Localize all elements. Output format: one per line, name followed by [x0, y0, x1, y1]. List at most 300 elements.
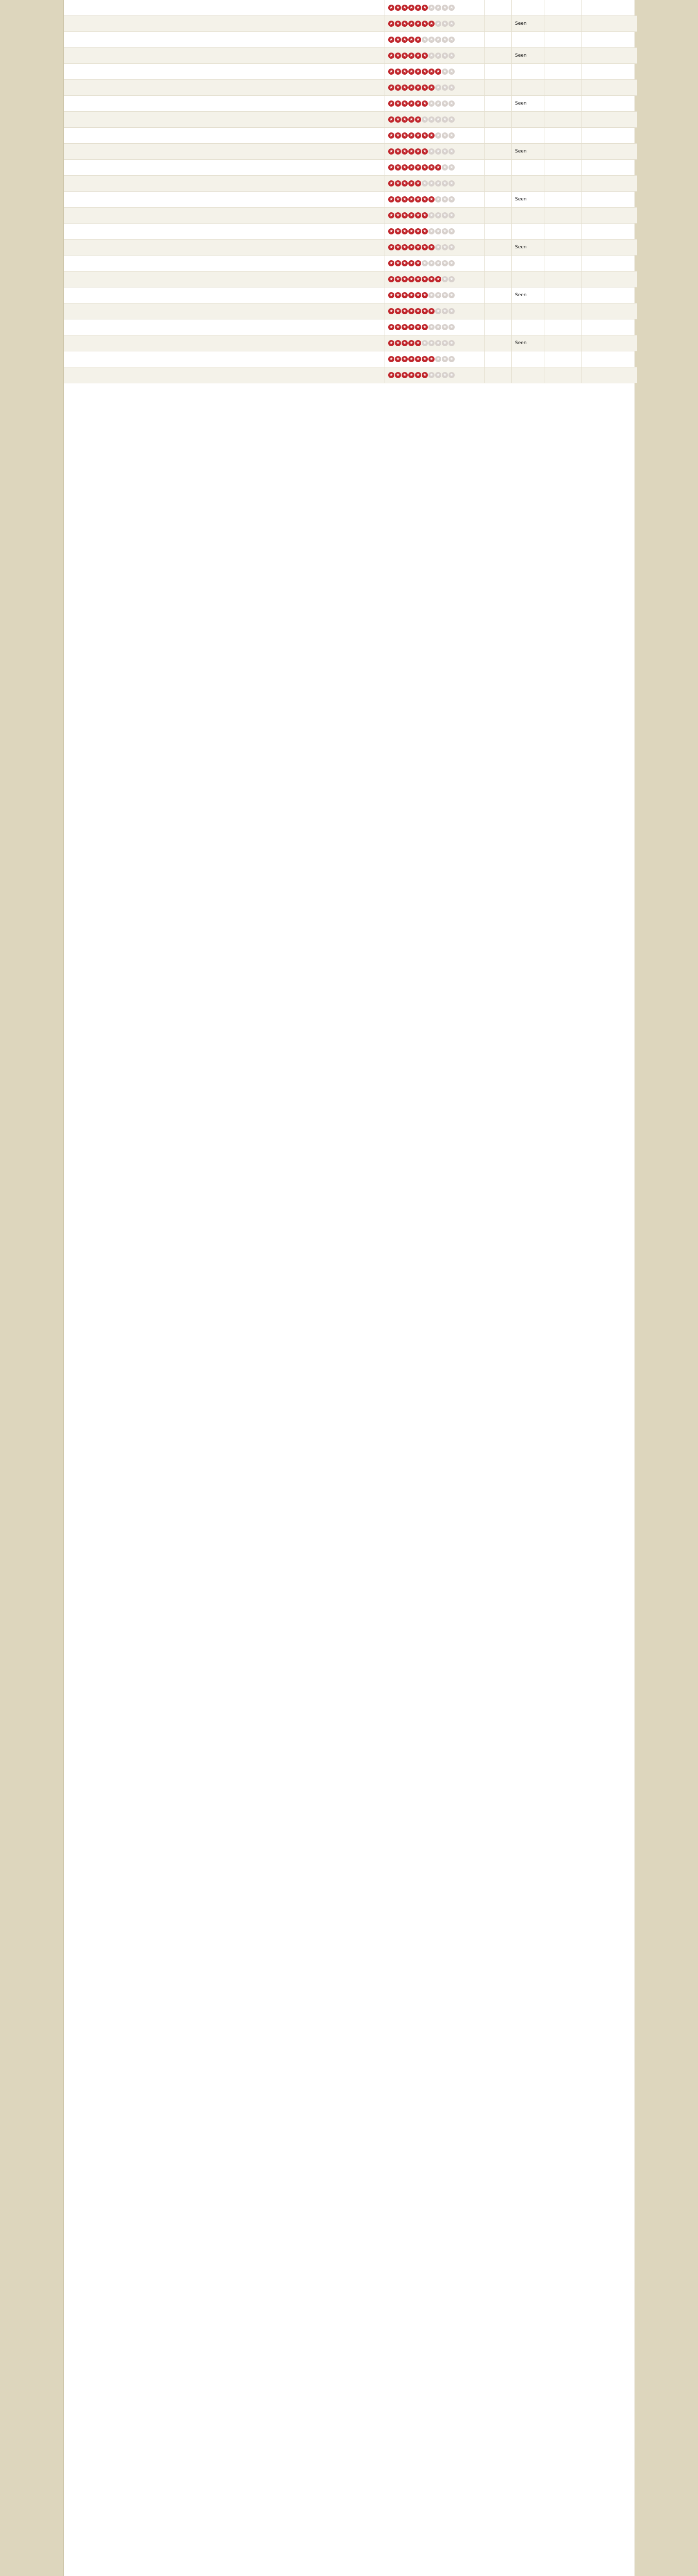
- star-icon[interactable]: ★: [408, 100, 414, 107]
- star-icon[interactable]: ★: [428, 37, 435, 43]
- table-row[interactable]: [64, 176, 637, 192]
- table-row[interactable]: [64, 96, 637, 112]
- star-icon[interactable]: ★: [415, 180, 421, 187]
- star-icon[interactable]: ★: [408, 260, 414, 266]
- star-icon[interactable]: ★: [402, 21, 408, 27]
- star-icon[interactable]: ★: [388, 84, 394, 91]
- rating-stars[interactable]: [385, 80, 485, 96]
- star-icon[interactable]: ★: [415, 116, 421, 123]
- star-icon[interactable]: ★: [402, 53, 408, 59]
- star-icon[interactable]: ★: [408, 308, 414, 314]
- star-icon[interactable]: ★: [422, 196, 428, 202]
- star-icon[interactable]: ★: [388, 100, 394, 107]
- star-icon[interactable]: ★: [442, 100, 448, 107]
- star-icon[interactable]: ★: [388, 5, 394, 11]
- star-icon[interactable]: ★: [408, 148, 414, 155]
- star-icon[interactable]: ★: [388, 132, 394, 139]
- star-icon[interactable]: ★: [388, 356, 394, 362]
- star-icon[interactable]: ★: [422, 132, 428, 139]
- empty-cell: [544, 192, 582, 208]
- star-icon[interactable]: ★: [448, 260, 455, 266]
- star-icon[interactable]: ★: [395, 244, 401, 250]
- rating-stars[interactable]: [385, 319, 485, 335]
- star-icon[interactable]: ★: [428, 69, 435, 75]
- star-icon[interactable]: ★: [428, 116, 435, 123]
- star-icon[interactable]: ★: [442, 5, 448, 11]
- rating-stars[interactable]: [385, 48, 485, 64]
- star-icon[interactable]: ★: [442, 196, 448, 202]
- star-icon[interactable]: ★: [442, 84, 448, 91]
- ratings-sheet: [63, 0, 635, 2576]
- star-icon[interactable]: ★: [448, 276, 455, 282]
- star-icon[interactable]: ★: [448, 180, 455, 187]
- star-icon[interactable]: ★: [428, 292, 435, 298]
- rating-stars[interactable]: [385, 160, 485, 176]
- star-icon[interactable]: ★: [435, 100, 441, 107]
- star-icon[interactable]: ★: [448, 37, 455, 43]
- star-icon[interactable]: ★: [435, 37, 441, 43]
- star-icon[interactable]: ★: [435, 53, 441, 59]
- star-icon[interactable]: ★: [442, 164, 448, 171]
- rating-stars[interactable]: [385, 112, 485, 128]
- table-row[interactable]: [64, 335, 637, 351]
- star-icon[interactable]: ★: [448, 100, 455, 107]
- star-icon[interactable]: ★: [388, 340, 394, 346]
- star-icon[interactable]: ★: [415, 260, 421, 266]
- star-icon[interactable]: ★: [435, 212, 441, 218]
- star-icon[interactable]: ★: [408, 132, 414, 139]
- star-icon[interactable]: ★: [435, 292, 441, 298]
- star-icon[interactable]: ★: [408, 276, 414, 282]
- star-icon[interactable]: ★: [388, 276, 394, 282]
- star-icon[interactable]: ★: [388, 37, 394, 43]
- star-icon[interactable]: ★: [422, 100, 428, 107]
- table-row[interactable]: [64, 319, 637, 335]
- star-icon[interactable]: ★: [435, 132, 441, 139]
- star-icon[interactable]: ★: [388, 292, 394, 298]
- star-icon[interactable]: ★: [428, 260, 435, 266]
- star-icon[interactable]: ★: [408, 84, 414, 91]
- star-icon[interactable]: ★: [442, 116, 448, 123]
- star-icon[interactable]: ★: [428, 132, 435, 139]
- table-row[interactable]: [64, 0, 637, 16]
- star-icon[interactable]: ★: [415, 53, 421, 59]
- table-row[interactable]: [64, 287, 637, 303]
- rating-stars[interactable]: [385, 208, 485, 224]
- star-icon[interactable]: ★: [415, 356, 421, 362]
- star-icon[interactable]: ★: [422, 116, 428, 123]
- star-icon[interactable]: ★: [422, 84, 428, 91]
- table-row[interactable]: [64, 160, 637, 176]
- star-icon[interactable]: ★: [415, 276, 421, 282]
- star-icon[interactable]: ★: [408, 324, 414, 330]
- star-icon[interactable]: ★: [395, 21, 401, 27]
- star-icon[interactable]: ★: [422, 21, 428, 27]
- table-row[interactable]: [64, 367, 637, 383]
- star-icon[interactable]: ★: [435, 116, 441, 123]
- star-icon[interactable]: ★: [435, 244, 441, 250]
- star-icon[interactable]: ★: [448, 196, 455, 202]
- star-icon[interactable]: ★: [428, 21, 435, 27]
- star-icon[interactable]: ★: [395, 212, 401, 218]
- star-icon[interactable]: ★: [448, 212, 455, 218]
- star-icon[interactable]: ★: [388, 53, 394, 59]
- star-icon[interactable]: ★: [422, 148, 428, 155]
- star-icon[interactable]: ★: [415, 292, 421, 298]
- star-icon[interactable]: ★: [388, 148, 394, 155]
- star-icon[interactable]: ★: [435, 372, 441, 378]
- rating-stars[interactable]: [385, 192, 485, 208]
- star-icon[interactable]: ★: [415, 100, 421, 107]
- star-icon[interactable]: ★: [402, 180, 408, 187]
- rating-stars[interactable]: [385, 367, 485, 383]
- star-icon[interactable]: ★: [442, 276, 448, 282]
- star-icon[interactable]: ★: [415, 340, 421, 346]
- star-icon[interactable]: ★: [422, 53, 428, 59]
- table-row[interactable]: [64, 64, 637, 80]
- table-row[interactable]: [64, 256, 637, 272]
- star-icon[interactable]: ★: [448, 164, 455, 171]
- star-icon[interactable]: ★: [435, 180, 441, 187]
- table-row[interactable]: [64, 16, 637, 32]
- star-icon[interactable]: ★: [395, 5, 401, 11]
- star-icon[interactable]: ★: [428, 276, 435, 282]
- star-icon[interactable]: ★: [442, 228, 448, 234]
- star-icon[interactable]: ★: [442, 356, 448, 362]
- star-icon[interactable]: ★: [408, 69, 414, 75]
- star-icon[interactable]: ★: [415, 228, 421, 234]
- star-icon[interactable]: ★: [435, 69, 441, 75]
- table-row[interactable]: [64, 303, 637, 319]
- star-icon[interactable]: ★: [388, 260, 394, 266]
- star-icon[interactable]: ★: [415, 132, 421, 139]
- star-icon[interactable]: ★: [435, 84, 441, 91]
- rating-stars[interactable]: [385, 287, 485, 303]
- star-icon[interactable]: ★: [448, 228, 455, 234]
- star-icon[interactable]: ★: [428, 84, 435, 91]
- star-icon[interactable]: ★: [402, 324, 408, 330]
- rating-stars[interactable]: [385, 144, 485, 160]
- star-icon[interactable]: ★: [448, 116, 455, 123]
- star-icon[interactable]: ★: [408, 372, 414, 378]
- star-icon[interactable]: ★: [422, 228, 428, 234]
- table-row[interactable]: [64, 240, 637, 256]
- star-icon[interactable]: ★: [448, 69, 455, 75]
- star-icon[interactable]: ★: [415, 37, 421, 43]
- star-icon[interactable]: ★: [395, 260, 401, 266]
- star-icon[interactable]: ★: [422, 244, 428, 250]
- star-icon[interactable]: ★: [395, 69, 401, 75]
- rating-stars[interactable]: [385, 32, 485, 48]
- table-row[interactable]: [64, 272, 637, 287]
- rating-stars[interactable]: [385, 351, 485, 367]
- star-icon[interactable]: ★: [442, 37, 448, 43]
- star-icon[interactable]: ★: [408, 180, 414, 187]
- star-icon[interactable]: ★: [388, 372, 394, 378]
- star-icon[interactable]: ★: [442, 372, 448, 378]
- star-icon[interactable]: ★: [408, 5, 414, 11]
- star-icon[interactable]: ★: [408, 164, 414, 171]
- star-icon[interactable]: ★: [428, 212, 435, 218]
- rating-stars[interactable]: [385, 303, 485, 319]
- star-icon[interactable]: ★: [415, 21, 421, 27]
- star-icon[interactable]: ★: [388, 244, 394, 250]
- star-icon[interactable]: ★: [408, 340, 414, 346]
- star-icon[interactable]: ★: [435, 228, 441, 234]
- star-icon[interactable]: ★: [402, 148, 408, 155]
- title-cell: [64, 224, 385, 240]
- star-icon[interactable]: ★: [428, 244, 435, 250]
- star-icon[interactable]: ★: [435, 196, 441, 202]
- star-icon[interactable]: ★: [435, 260, 441, 266]
- star-icon[interactable]: ★: [402, 228, 408, 234]
- star-icon[interactable]: ★: [428, 148, 435, 155]
- star-icon[interactable]: ★: [422, 69, 428, 75]
- rating-stars[interactable]: [385, 335, 485, 351]
- star-icon[interactable]: ★: [388, 21, 394, 27]
- star-icon[interactable]: ★: [395, 84, 401, 91]
- star-icon[interactable]: ★: [402, 116, 408, 123]
- star-icon[interactable]: ★: [448, 148, 455, 155]
- star-icon[interactable]: ★: [415, 148, 421, 155]
- star-icon[interactable]: ★: [442, 69, 448, 75]
- star-icon[interactable]: ★: [442, 308, 448, 314]
- star-icon[interactable]: ★: [428, 180, 435, 187]
- star-icon[interactable]: ★: [395, 148, 401, 155]
- star-icon[interactable]: ★: [435, 324, 441, 330]
- star-icon[interactable]: ★: [448, 356, 455, 362]
- star-icon[interactable]: ★: [435, 5, 441, 11]
- table-row[interactable]: [64, 112, 637, 128]
- star-icon[interactable]: ★: [402, 244, 408, 250]
- empty-cell: [544, 96, 582, 112]
- star-icon[interactable]: ★: [388, 196, 394, 202]
- table-row[interactable]: [64, 80, 637, 96]
- star-icon[interactable]: ★: [415, 5, 421, 11]
- star-icon[interactable]: ★: [448, 340, 455, 346]
- star-icon[interactable]: ★: [442, 244, 448, 250]
- star-icon[interactable]: ★: [408, 116, 414, 123]
- star-icon[interactable]: ★: [442, 324, 448, 330]
- star-icon[interactable]: ★: [442, 180, 448, 187]
- star-icon[interactable]: ★: [402, 276, 408, 282]
- star-icon[interactable]: ★: [415, 244, 421, 250]
- star-icon[interactable]: ★: [395, 276, 401, 282]
- star-icon[interactable]: ★: [395, 196, 401, 202]
- rating-stars[interactable]: [385, 0, 485, 16]
- star-icon[interactable]: ★: [415, 84, 421, 91]
- star-icon[interactable]: ★: [402, 84, 408, 91]
- empty-cell: [544, 0, 582, 16]
- star-icon[interactable]: ★: [408, 292, 414, 298]
- star-icon[interactable]: ★: [415, 164, 421, 171]
- star-icon[interactable]: ★: [415, 372, 421, 378]
- table-row[interactable]: [64, 48, 637, 64]
- table-row[interactable]: [64, 351, 637, 367]
- star-icon[interactable]: ★: [395, 324, 401, 330]
- star-icon[interactable]: ★: [395, 356, 401, 362]
- star-icon[interactable]: ★: [422, 5, 428, 11]
- date-cell: [582, 160, 638, 176]
- star-icon[interactable]: ★: [388, 212, 394, 218]
- star-icon[interactable]: ★: [448, 372, 455, 378]
- date-cell: [582, 256, 638, 272]
- title-cell: [64, 272, 385, 287]
- star-icon[interactable]: ★: [388, 116, 394, 123]
- star-icon[interactable]: ★: [408, 212, 414, 218]
- star-icon[interactable]: ★: [422, 212, 428, 218]
- star-icon[interactable]: ★: [402, 356, 408, 362]
- star-icon[interactable]: ★: [422, 260, 428, 266]
- rating-stars[interactable]: [385, 16, 485, 32]
- star-icon[interactable]: ★: [422, 340, 428, 346]
- star-icon[interactable]: ★: [408, 196, 414, 202]
- table-row[interactable]: [64, 128, 637, 144]
- star-icon[interactable]: ★: [422, 372, 428, 378]
- table-row[interactable]: [64, 224, 637, 240]
- star-icon[interactable]: ★: [442, 212, 448, 218]
- star-icon[interactable]: ★: [402, 196, 408, 202]
- star-icon[interactable]: ★: [428, 340, 435, 346]
- star-icon[interactable]: ★: [408, 228, 414, 234]
- star-icon[interactable]: ★: [428, 5, 435, 11]
- star-icon[interactable]: ★: [402, 69, 408, 75]
- star-icon[interactable]: ★: [408, 53, 414, 59]
- star-icon[interactable]: ★: [422, 292, 428, 298]
- star-icon[interactable]: ★: [388, 164, 394, 171]
- table-row[interactable]: [64, 208, 637, 224]
- star-icon[interactable]: ★: [402, 5, 408, 11]
- star-icon[interactable]: ★: [402, 164, 408, 171]
- star-icon[interactable]: ★: [435, 148, 441, 155]
- star-icon[interactable]: ★: [428, 356, 435, 362]
- table-row[interactable]: [64, 144, 637, 160]
- star-icon[interactable]: ★: [395, 228, 401, 234]
- star-icon[interactable]: ★: [442, 53, 448, 59]
- star-icon[interactable]: ★: [402, 37, 408, 43]
- star-icon[interactable]: ★: [448, 21, 455, 27]
- star-icon[interactable]: ★: [422, 276, 428, 282]
- star-icon[interactable]: ★: [428, 164, 435, 171]
- star-icon[interactable]: ★: [448, 53, 455, 59]
- star-icon[interactable]: ★: [448, 132, 455, 139]
- star-icon[interactable]: ★: [435, 356, 441, 362]
- star-icon[interactable]: ★: [388, 228, 394, 234]
- star-icon[interactable]: ★: [448, 324, 455, 330]
- star-icon[interactable]: ★: [442, 148, 448, 155]
- star-icon[interactable]: ★: [408, 37, 414, 43]
- star-icon[interactable]: ★: [448, 244, 455, 250]
- star-icon[interactable]: ★: [448, 292, 455, 298]
- star-icon[interactable]: ★: [388, 324, 394, 330]
- star-icon[interactable]: ★: [415, 69, 421, 75]
- star-icon[interactable]: ★: [402, 260, 408, 266]
- seen-flag: Seen: [512, 48, 544, 64]
- star-icon[interactable]: ★: [448, 308, 455, 314]
- star-icon[interactable]: ★: [395, 292, 401, 298]
- star-icon[interactable]: ★: [395, 53, 401, 59]
- star-icon[interactable]: ★: [395, 164, 401, 171]
- star-icon[interactable]: ★: [422, 324, 428, 330]
- rating-stars[interactable]: [385, 256, 485, 272]
- star-icon[interactable]: ★: [428, 372, 435, 378]
- empty-cell: [544, 144, 582, 160]
- star-icon[interactable]: ★: [395, 372, 401, 378]
- star-icon[interactable]: ★: [402, 308, 408, 314]
- star-icon[interactable]: ★: [408, 244, 414, 250]
- star-icon[interactable]: ★: [388, 69, 394, 75]
- star-icon[interactable]: ★: [428, 100, 435, 107]
- rating-stars[interactable]: [385, 64, 485, 80]
- star-icon[interactable]: ★: [442, 260, 448, 266]
- empty-cell: [544, 64, 582, 80]
- star-icon[interactable]: ★: [442, 340, 448, 346]
- star-icon[interactable]: ★: [402, 100, 408, 107]
- star-icon[interactable]: ★: [448, 84, 455, 91]
- star-icon[interactable]: ★: [422, 356, 428, 362]
- star-icon[interactable]: ★: [422, 37, 428, 43]
- star-icon[interactable]: ★: [422, 164, 428, 171]
- star-icon[interactable]: ★: [395, 132, 401, 139]
- star-icon[interactable]: ★: [395, 308, 401, 314]
- star-icon[interactable]: ★: [402, 292, 408, 298]
- star-icon[interactable]: ★: [388, 180, 394, 187]
- star-icon[interactable]: ★: [402, 212, 408, 218]
- star-icon[interactable]: ★: [428, 53, 435, 59]
- star-icon[interactable]: ★: [388, 308, 394, 314]
- star-icon[interactable]: ★: [402, 372, 408, 378]
- star-icon[interactable]: ★: [408, 356, 414, 362]
- star-icon[interactable]: ★: [428, 228, 435, 234]
- star-icon[interactable]: ★: [435, 340, 441, 346]
- star-icon[interactable]: ★: [442, 132, 448, 139]
- star-icon[interactable]: ★: [395, 180, 401, 187]
- star-icon[interactable]: ★: [402, 340, 408, 346]
- table-row[interactable]: [64, 32, 637, 48]
- star-icon[interactable]: ★: [395, 116, 401, 123]
- star-icon[interactable]: ★: [428, 324, 435, 330]
- rating-stars[interactable]: [385, 224, 485, 240]
- star-icon[interactable]: ★: [395, 37, 401, 43]
- star-icon[interactable]: ★: [448, 5, 455, 11]
- star-icon[interactable]: ★: [442, 21, 448, 27]
- star-icon[interactable]: ★: [435, 164, 441, 171]
- star-icon[interactable]: ★: [428, 196, 435, 202]
- star-icon[interactable]: ★: [435, 308, 441, 314]
- star-icon[interactable]: ★: [415, 324, 421, 330]
- star-icon[interactable]: ★: [408, 21, 414, 27]
- table-row[interactable]: [64, 192, 637, 208]
- rating-stars[interactable]: [385, 128, 485, 144]
- star-icon[interactable]: ★: [415, 308, 421, 314]
- rating-stars[interactable]: [385, 240, 485, 256]
- rating-stars[interactable]: [385, 96, 485, 112]
- star-icon[interactable]: ★: [415, 212, 421, 218]
- star-icon[interactable]: ★: [435, 21, 441, 27]
- star-icon[interactable]: ★: [435, 276, 441, 282]
- star-icon[interactable]: ★: [395, 100, 401, 107]
- seen-flag: Seen: [512, 16, 544, 32]
- rating-stars[interactable]: [385, 272, 485, 287]
- star-icon[interactable]: ★: [422, 308, 428, 314]
- star-icon[interactable]: ★: [402, 132, 408, 139]
- star-icon[interactable]: ★: [442, 292, 448, 298]
- rating-stars[interactable]: [385, 176, 485, 192]
- star-icon[interactable]: ★: [415, 196, 421, 202]
- star-icon[interactable]: ★: [422, 180, 428, 187]
- star-icon[interactable]: ★: [428, 308, 435, 314]
- star-icon[interactable]: ★: [395, 340, 401, 346]
